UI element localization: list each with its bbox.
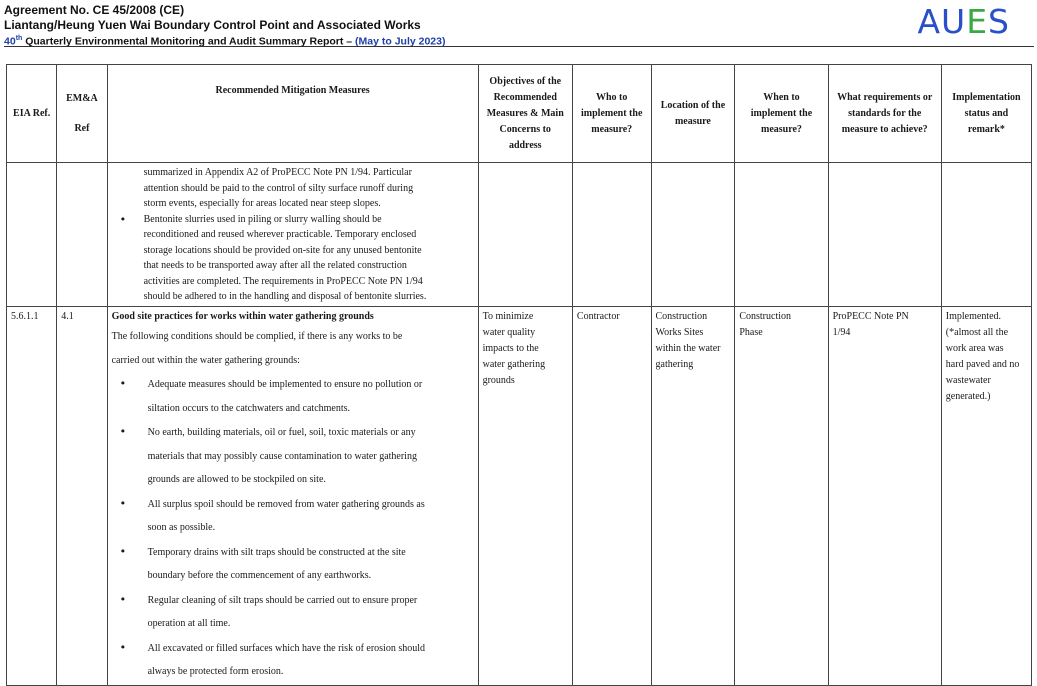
list-item: • Adequate measures should be implemented to ensure no pollution or siltation occurs to the catchwaters and catchments.: [112, 373, 474, 420]
table-header-row: [7, 65, 1032, 163]
ema-ref-cell: 4.1: [57, 307, 107, 686]
col-requirements: What requirements or standards for the measure to achieve?: [828, 65, 941, 163]
col-eia-ref: EIA Ref.: [7, 65, 57, 163]
list-item: • All surplus spoil should be removed from water gathering grounds as soon as possible.: [112, 493, 474, 540]
report-number-suffix: th: [15, 35, 23, 42]
continued-measures: summarized in Appendix A2 of ProPECC Note PN 1/94. Particular attention should be paid to the control of silty surface runoff during storm events, especially for areas located near steep slopes. • Bentonite slurries used in piling or slurry walling should be reconditioned and reused wherever practicable. Temporary enclosed storage locations should be provided on-site for any unused bentonite that needs to be transported away after all the related construction activities are completed. The requirements in ProPECC Note PN 1/94 should be adhered to in the handling and disposal of bentonite slurries.: [107, 163, 478, 307]
when-cell: Construction Phase: [735, 307, 828, 686]
list-item: • Bentonite slurries used in piling or slurry walling should be reconditioned and reused wherever practicable. Temporary enclosed storage locations should be provided on-site for any unused bentonite that needs to be transported away after all the related construction activities are completed. The requirements in ProPECC Note PN 1/94 should be adhered to in the handling and disposal of bentonite slurries.: [112, 212, 474, 305]
page-header: [4, 2, 1034, 46]
report-title-text: Quarterly Environmental Monitoring and Audit Summary Report –: [22, 35, 356, 48]
eia-ref-cell: 5.6.1.1: [7, 307, 57, 686]
status-cell: Implemented. (*almost all the work area was hard paved and no wastewater generated.): [941, 307, 1031, 686]
aues-logo: AUES: [917, 2, 1010, 41]
list-item: • No earth, building materials, oil or fuel, soil, toxic materials or any materials that may possibly cause contamination to water gathering grounds are allowed to be stockpiled on site.: [112, 421, 474, 492]
report-number: 40: [4, 35, 16, 48]
objectives-cell: To minimize water quality impacts to the water gathering grounds: [478, 307, 572, 686]
table-row-continuation: [7, 163, 1032, 307]
project-title: Liantang/Heung Yuen Wai Boundary Control Point and Associated Works: [4, 18, 421, 32]
list-item: • All excavated or filled surfaces which have the risk of erosion should always be protected form erosion.: [112, 637, 474, 684]
col-objectives: Objectives of the Recommended Measures & Main Concerns to address: [478, 65, 572, 163]
col-ema-ref: EM&A Ref: [57, 65, 107, 163]
measures-cell: [107, 307, 478, 686]
location-cell: Construction Works Sites within the water gathering: [651, 307, 735, 686]
table-row: [7, 307, 1032, 686]
measure-title: Good site practices for works within water gathering grounds: [111, 311, 374, 322]
col-mitigation-measures: Recommended Mitigation Measures: [107, 65, 478, 163]
list-item: • Regular cleaning of silt traps should be carried out to ensure proper operation at all time.: [112, 589, 474, 636]
list-item: • Temporary drains with silt traps should be constructed at the site boundary before the commencement of any earthworks.: [112, 541, 474, 588]
col-when: When to implement the measure?: [735, 65, 828, 163]
col-who: Who to implement the measure?: [572, 65, 651, 163]
measure-intro: The following conditions should be complied, if there is any works to be carried out within the water gathering grounds:: [111, 331, 403, 366]
header-divider: [4, 46, 1034, 47]
agreement-number: Agreement No. CE 45/2008 (CE): [4, 3, 185, 17]
mitigation-measures-table: [6, 64, 1032, 686]
who-cell: Contractor: [572, 307, 651, 686]
requirements-cell: ProPECC Note PN 1/94: [828, 307, 941, 686]
report-period: (May to July 2023): [355, 35, 446, 48]
col-status: Implementation status and remark*: [941, 65, 1031, 163]
col-location: Location of the measure: [651, 65, 735, 163]
